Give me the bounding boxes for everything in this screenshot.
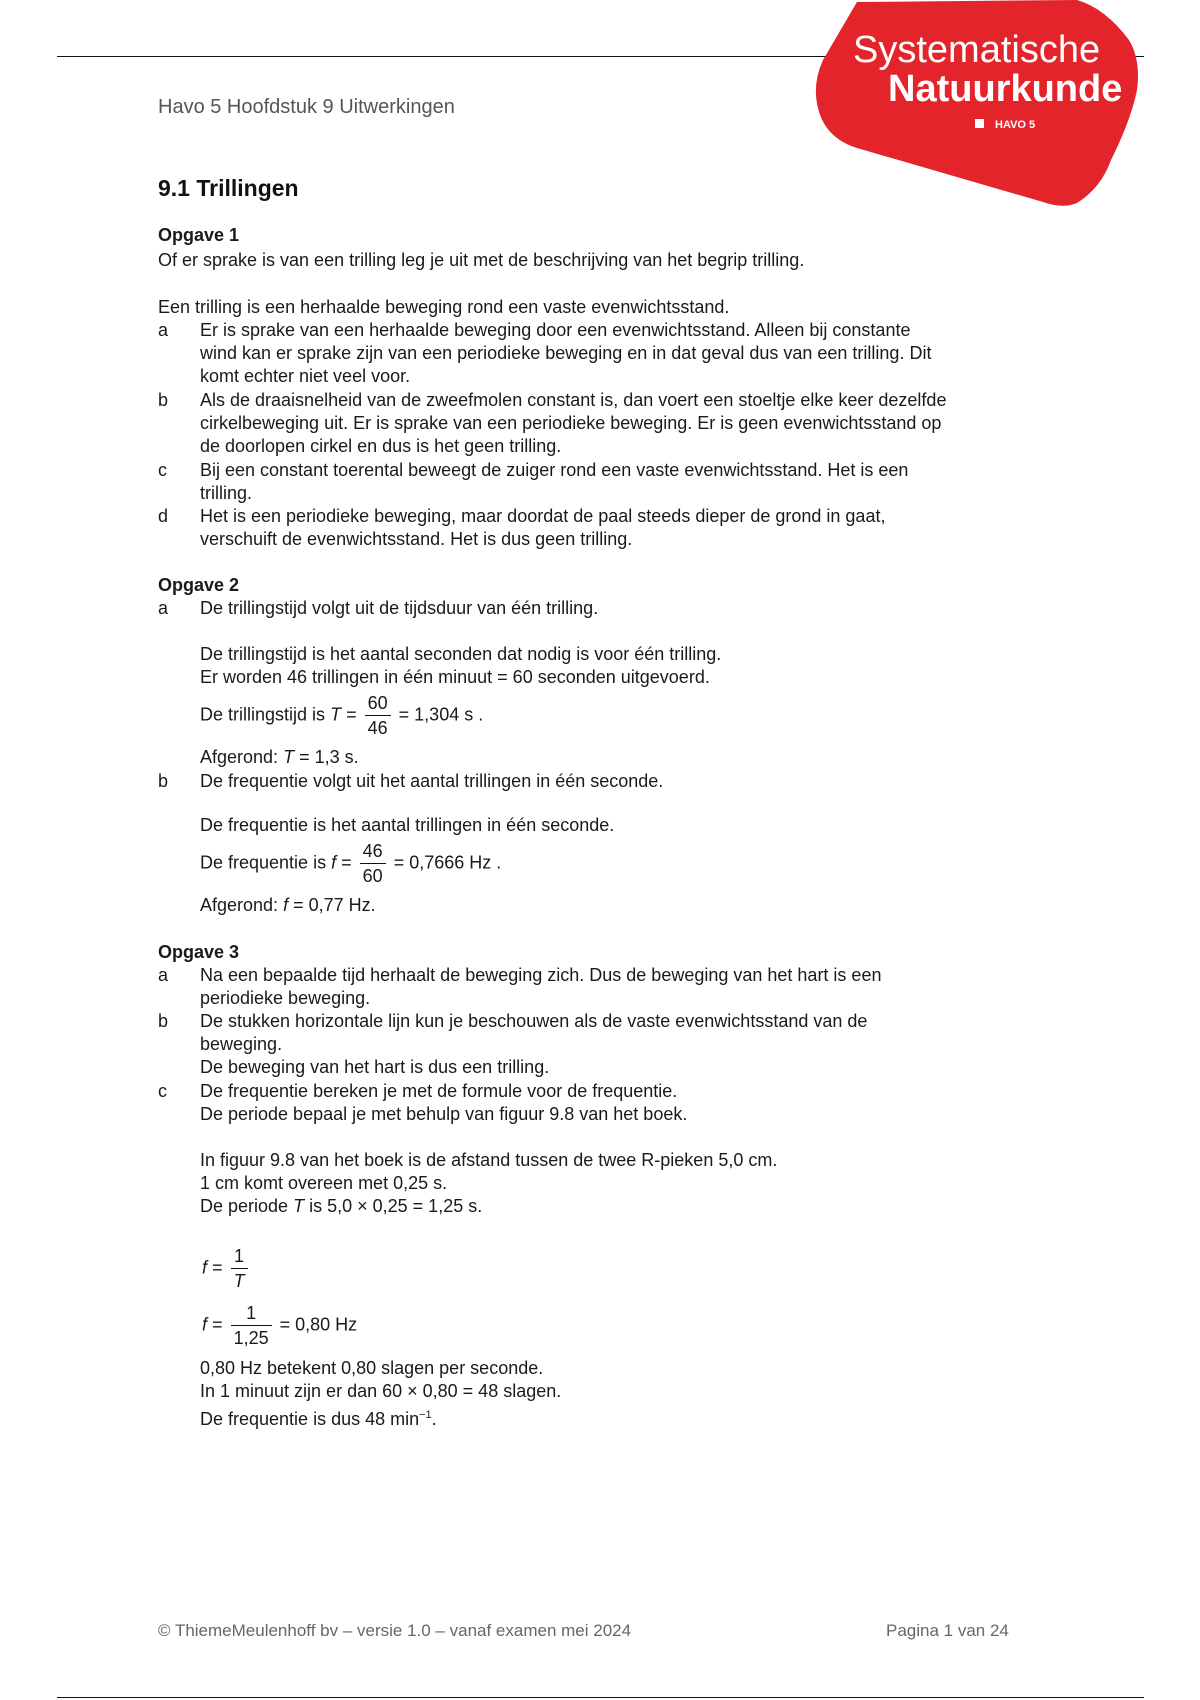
opgave3-c-formula-result — [202, 1301, 357, 1350]
document-title: Havo 5 Hoofdstuk 9 Uitwerkingen — [158, 96, 455, 118]
formula-equals: = — [346, 704, 357, 725]
fraction — [231, 1244, 248, 1293]
formula-equals: = — [212, 1314, 223, 1335]
opgave1-item-b-line: cirkelbeweging uit. Er is sprake van een periodieke beweging. Er is geen evenwichtsstand op — [200, 413, 942, 433]
opgave1-item-a-line: Er is sprake van een herhaalde beweging door een evenwichtsstand. Alleen bij constante — [200, 320, 911, 340]
opgave2-a-line: De trillingstijd volgt uit de tijdsduur van één trilling. — [200, 598, 599, 618]
opgave3-a-line: Na een bepaalde tijd herhaalt de beweging zich. Dus de beweging van het hart is een — [200, 965, 882, 985]
rounded-variable: T — [283, 747, 295, 767]
opgave1-item-label: d — [158, 506, 169, 526]
opgave3-c-formula — [202, 1244, 251, 1293]
opgave1-item-a-line: komt echter niet veel voor. — [200, 366, 411, 386]
opgave3-heading: Opgave 3 — [158, 942, 240, 962]
opgave1-item-c-line: Bij een constant toerental beweegt de zuiger rond een vaste evenwichtsstand. Het is een — [200, 460, 909, 480]
opgave1-item-a-line: wind kan er sprake zijn van een periodieke beweging en in dat geval dus van een trilling. Dit — [200, 343, 932, 363]
formula-equals: = — [341, 852, 352, 873]
fraction-denominator: 60 — [362, 866, 383, 886]
formula-variable: f — [202, 1314, 208, 1335]
fraction — [365, 691, 391, 740]
formula-result: = 0,80 Hz — [279, 1314, 358, 1335]
opgave2-b-formula — [200, 839, 501, 888]
period-rest: is 5,0 × 0,25 = 1,25 s. — [309, 1196, 483, 1216]
formula-prefix: De frequentie is — [200, 852, 327, 873]
opgave3-c-line: In 1 minuut zijn er dan 60 × 0,80 = 48 slagen. — [200, 1381, 562, 1401]
footer-copyright: © ThiemeMeulenhoff bv – versie 1.0 – vanaf examen mei 2024 — [158, 1621, 632, 1640]
rounded-value: = 1,3 s. — [299, 747, 359, 767]
formula-variable: f — [202, 1257, 208, 1278]
formula-variable: T — [330, 704, 342, 725]
opgave3-c-line: In figuur 9.8 van het boek is de afstand tussen de twee R-pieken 5,0 cm. — [200, 1150, 778, 1170]
fraction-numerator: 1 — [231, 1301, 272, 1326]
formula-variable: f — [331, 852, 337, 873]
systematische-natuurkunde-logo — [815, 0, 1145, 210]
opgave3-c-final — [200, 1404, 437, 1431]
opgave2-a-line: De trillingstijd is het aantal seconden dat nodig is voor één trilling. — [200, 644, 722, 664]
rounded-prefix: Afgerond: — [200, 895, 279, 915]
section-title: 9.1 Trillingen — [158, 175, 299, 201]
logo-badge: HAVO 5 — [995, 119, 1036, 131]
footer-page-number: Pagina 1 van 24 — [886, 1621, 1009, 1640]
opgave2-a-label: a — [158, 598, 169, 618]
opgave1-item-c-line: trilling. — [200, 483, 253, 503]
opgave1-definition: Een trilling is een herhaalde beweging rond een vaste evenwichtsstand. — [158, 297, 730, 317]
opgave3-a-line: periodieke beweging. — [200, 988, 371, 1008]
opgave2-b-rounded — [200, 894, 376, 917]
opgave2-a-rounded — [200, 746, 359, 769]
opgave1-item-b-line: Als de draaisnelheid van de zweefmolen constant is, dan voert een stoeltje elke keer dezelfde — [200, 390, 947, 410]
fraction — [231, 1301, 272, 1350]
opgave2-a-formula — [200, 691, 483, 740]
opgave3-c-period — [200, 1195, 482, 1218]
opgave3-c-line: 0,80 Hz betekent 0,80 slagen per seconde. — [200, 1358, 544, 1378]
final-prefix: De frequentie is dus 48 min — [200, 1409, 420, 1429]
fraction-numerator: 1 — [231, 1244, 248, 1269]
opgave3-c-label: c — [158, 1081, 167, 1101]
logo-line2: Natuurkunde — [888, 68, 1123, 110]
opgave1-heading: Opgave 1 — [158, 225, 240, 245]
fraction-denominator: T — [233, 1271, 245, 1291]
logo-square-icon — [975, 119, 984, 128]
formula-prefix: De trillingstijd is — [200, 704, 326, 725]
opgave2-heading: Opgave 2 — [158, 575, 240, 595]
rounded-variable: f — [283, 895, 289, 915]
opgave2-b-line: De frequentie volgt uit het aantal trillingen in één seconde. — [200, 771, 664, 791]
opgave1-item-d-line: verschuift de evenwichtsstand. Het is dus geen trilling. — [200, 529, 633, 549]
bottom-rule — [57, 1697, 1144, 1698]
logo-line1: Systematische — [853, 29, 1101, 71]
opgave3-c-line: De periode bepaal je met behulp van figuur 9.8 van het boek. — [200, 1104, 688, 1124]
rounded-value: = 0,77 Hz. — [293, 895, 376, 915]
opgave2-a-line: Er worden 46 trillingen in één minuut = 60 seconden uitgevoerd. — [200, 667, 710, 687]
formula-result: = 0,7666 Hz . — [393, 852, 502, 873]
formula-equals: = — [212, 1257, 223, 1278]
opgave3-b-label: b — [158, 1011, 169, 1031]
opgave1-item-label: b — [158, 390, 169, 410]
opgave3-c-line: De frequentie bereken je met de formule voor de frequentie. — [200, 1081, 678, 1101]
opgave1-item-d-line: Het is een periodieke beweging, maar doordat de paal steeds dieper de grond in gaat, — [200, 506, 886, 526]
opgave3-a-label: a — [158, 965, 169, 985]
fraction-denominator: 46 — [367, 718, 388, 738]
final-suffix: . — [431, 1409, 437, 1429]
opgave3-b-line: De beweging van het hart is dus een trilling. — [200, 1057, 550, 1077]
fraction-numerator: 46 — [360, 839, 386, 864]
formula-result: = 1,304 s . — [398, 704, 484, 725]
opgave1-item-b-line: de doorlopen cirkel en dus is het geen trilling. — [200, 436, 562, 456]
opgave1-item-label: a — [158, 320, 169, 340]
opgave1-item-label: c — [158, 460, 167, 480]
fraction-denominator: 1,25 — [233, 1328, 269, 1348]
opgave3-c-line: 1 cm komt overeen met 0,25 s. — [200, 1173, 448, 1193]
rounded-prefix: Afgerond: — [200, 747, 279, 767]
opgave3-b-line: De stukken horizontale lijn kun je beschouwen als de vaste evenwichtsstand van de — [200, 1011, 868, 1031]
final-superscript: −1 — [419, 1409, 432, 1421]
fraction-numerator: 60 — [365, 691, 391, 716]
period-prefix: De periode — [200, 1196, 289, 1216]
opgave2-b-line: De frequentie is het aantal trillingen in één seconde. — [200, 815, 615, 835]
opgave3-b-line: beweging. — [200, 1034, 283, 1054]
fraction — [360, 839, 386, 888]
opgave2-b-label: b — [158, 771, 169, 791]
opgave1-intro: Of er sprake is van een trilling leg je uit met de beschrijving van het begrip trilling. — [158, 250, 805, 270]
period-variable: T — [293, 1196, 305, 1216]
